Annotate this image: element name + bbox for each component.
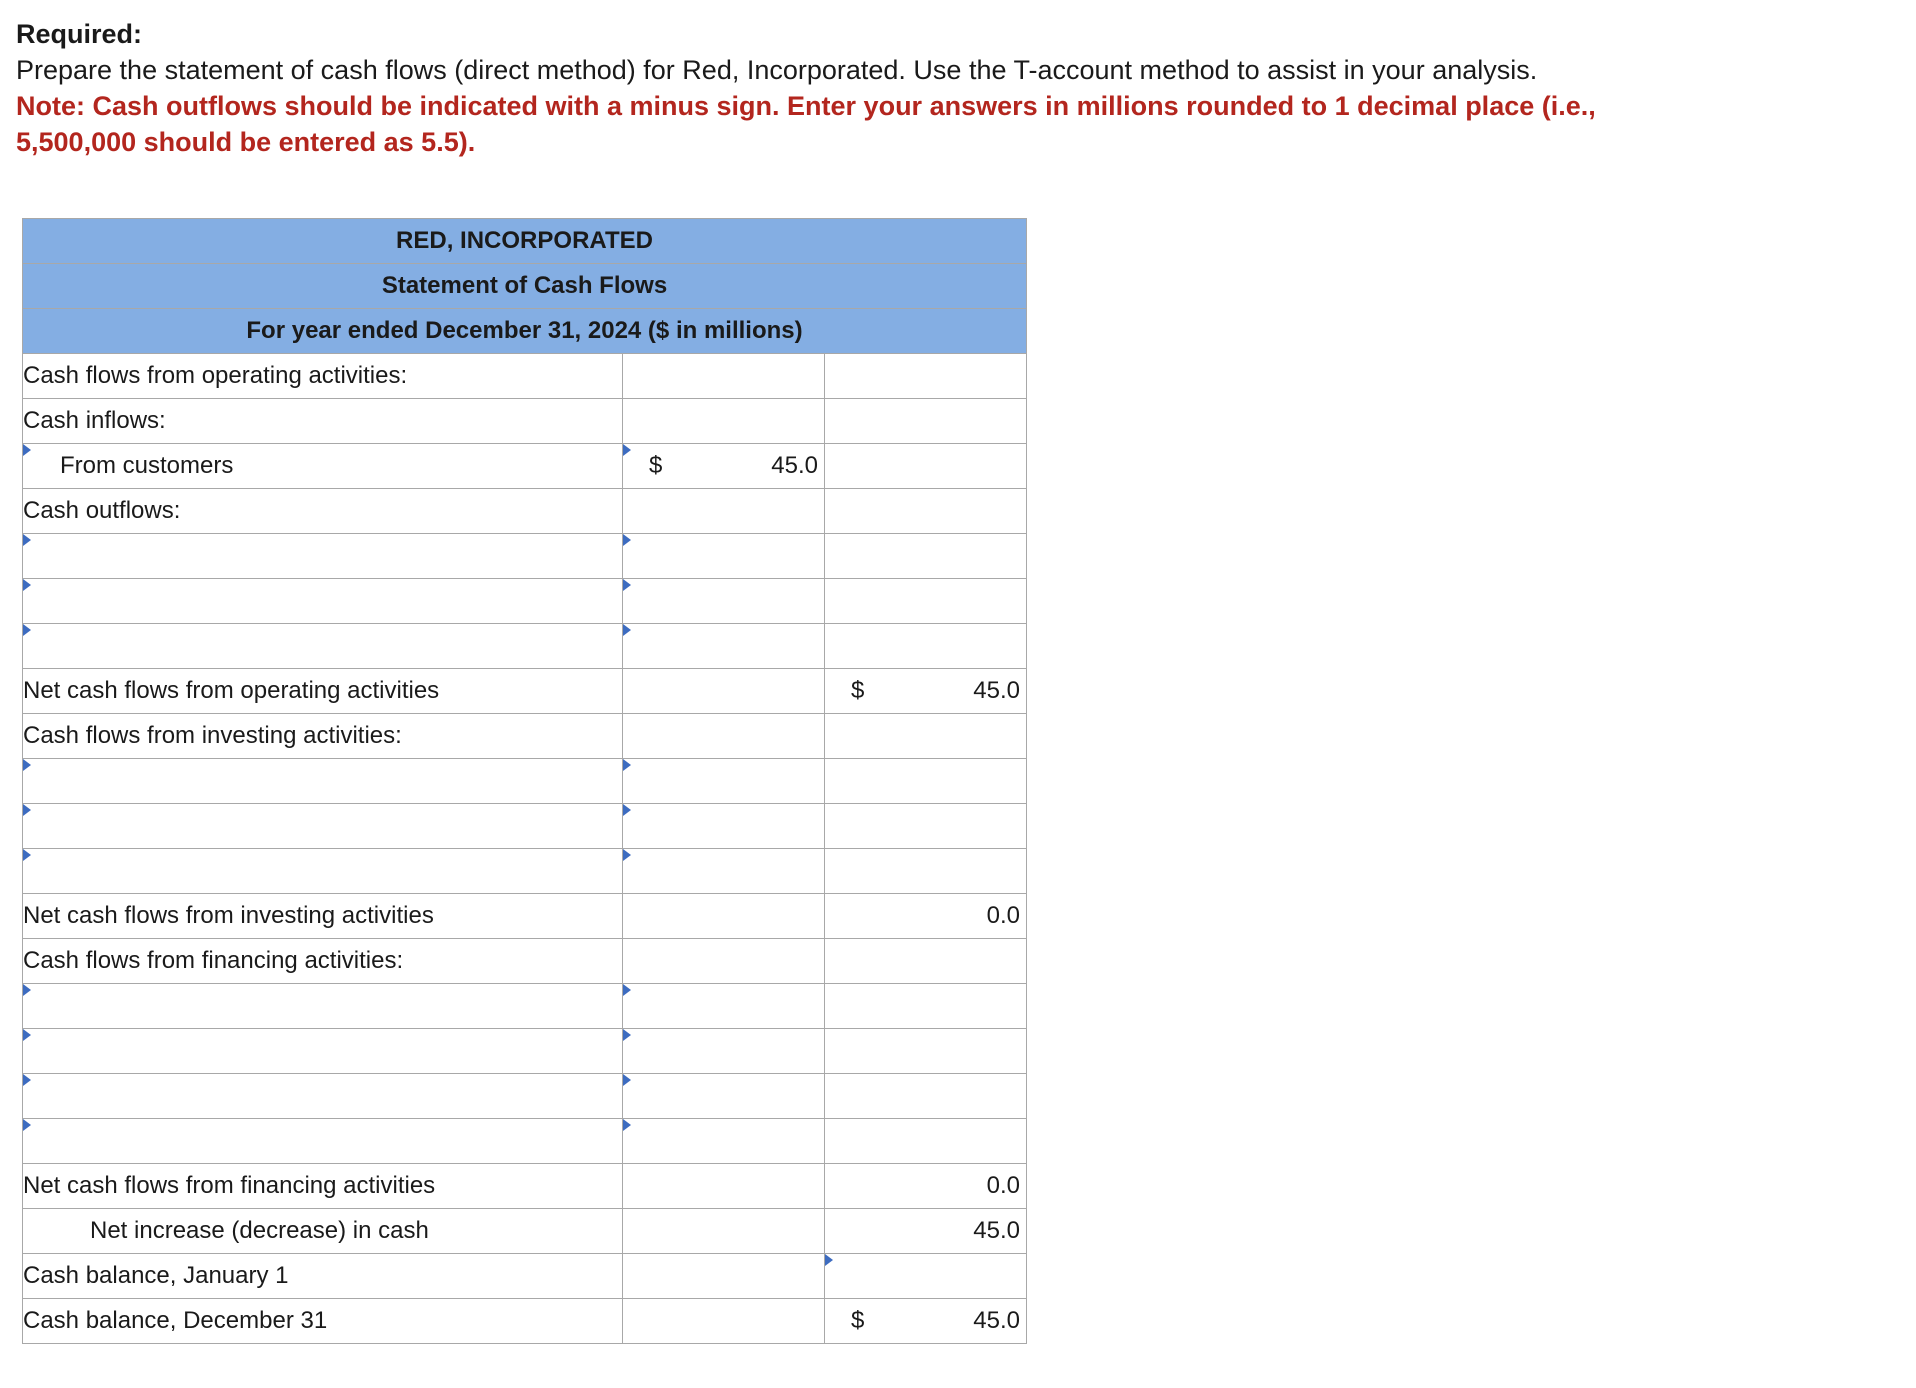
net-increase-total <box>825 1209 1027 1254</box>
currency-symbol: $ <box>851 1307 865 1334</box>
row-investing-input-2 <box>23 804 1027 849</box>
required-heading: Required: <box>16 19 143 49</box>
financing-label-input-4[interactable] <box>23 1119 623 1164</box>
financing-amount-input-4[interactable] <box>623 1119 825 1164</box>
financing-amount-input-1[interactable] <box>623 984 825 1029</box>
financing-amount-input-3[interactable] <box>623 1074 825 1119</box>
cash-jan1-amount-input[interactable] <box>825 1254 1027 1299</box>
net-investing-total <box>825 894 1027 939</box>
financing-label-input-2[interactable] <box>23 1029 623 1074</box>
empty-cell <box>623 1209 825 1254</box>
row-cash-jan1 <box>23 1254 1027 1299</box>
cash-dec31-total <box>825 1299 1027 1344</box>
investing-amount-input-3[interactable] <box>623 849 825 894</box>
row-financing-header <box>23 939 1027 984</box>
cash-dec31-label: Cash balance, December 31 <box>23 1299 623 1344</box>
header-row-period <box>23 309 1027 354</box>
empty-cell <box>623 939 825 984</box>
net-investing-label: Net cash flows from investing activities <box>23 894 623 939</box>
cash-outflows-label: Cash outflows: <box>23 489 623 534</box>
financing-label-input-3[interactable] <box>23 1074 623 1119</box>
empty-cell <box>825 399 1027 444</box>
statement-period: For year ended December 31, 2024 ($ in millions) <box>23 309 1027 354</box>
cash-flow-statement-table <box>22 218 1027 1344</box>
cash-dec31-amount: 45.0 <box>973 1307 1020 1334</box>
net-increase-label: Net increase (decrease) in cash <box>23 1209 623 1254</box>
empty-cell <box>623 669 825 714</box>
investing-amount-input-2[interactable] <box>623 804 825 849</box>
row-outflow-input-2 <box>23 579 1027 624</box>
cash-inflows-label: Cash inflows: <box>23 399 623 444</box>
row-outflow-input-3 <box>23 624 1027 669</box>
row-net-increase <box>23 1209 1027 1254</box>
empty-cell <box>825 759 1027 804</box>
from-customers-amount: 45.0 <box>771 452 818 479</box>
from-customers-amount-input[interactable] <box>623 444 825 489</box>
row-cash-outflows <box>23 489 1027 534</box>
row-cash-inflows <box>23 399 1027 444</box>
net-investing-amount: 0.0 <box>986 902 1020 929</box>
net-operating-amount: 45.0 <box>973 677 1020 704</box>
operating-header-label: Cash flows from operating activities: <box>23 354 623 399</box>
investing-amount-input-1[interactable] <box>623 759 825 804</box>
outflow-label-input-3[interactable] <box>23 624 623 669</box>
empty-cell <box>825 489 1027 534</box>
from-customers-label-input[interactable]: From customers <box>23 444 623 489</box>
net-financing-amount: 0.0 <box>986 1172 1020 1199</box>
empty-cell <box>623 1254 825 1299</box>
empty-cell <box>825 579 1027 624</box>
net-operating-total <box>825 669 1027 714</box>
investing-label-input-1[interactable] <box>23 759 623 804</box>
company-name: RED, INCORPORATED <box>23 219 1027 264</box>
row-financing-input-4 <box>23 1119 1027 1164</box>
financing-label-input-1[interactable] <box>23 984 623 1029</box>
row-net-financing <box>23 1164 1027 1209</box>
row-operating-header <box>23 354 1027 399</box>
investing-header-label: Cash flows from investing activities: <box>23 714 623 759</box>
empty-cell <box>825 804 1027 849</box>
outflow-amount-input-3[interactable] <box>623 624 825 669</box>
net-operating-label: Net cash flows from operating activities <box>23 669 623 714</box>
row-net-investing <box>23 894 1027 939</box>
investing-label-input-3[interactable] <box>23 849 623 894</box>
empty-cell <box>623 894 825 939</box>
row-from-customers <box>23 444 1027 489</box>
empty-cell <box>825 624 1027 669</box>
empty-cell <box>623 354 825 399</box>
required-body: Prepare the statement of cash flows (direct method) for Red, Incorporated. Use the T-account method to assist in your analysis. <box>16 55 1538 85</box>
note-line-2: 5,500,000 should be entered as 5.5). <box>16 127 476 157</box>
empty-cell <box>825 849 1027 894</box>
empty-cell <box>825 1119 1027 1164</box>
financing-header-label: Cash flows from financing activities: <box>23 939 623 984</box>
row-financing-input-2 <box>23 1029 1027 1074</box>
header-row-company <box>23 219 1027 264</box>
statement-title: Statement of Cash Flows <box>23 264 1027 309</box>
currency-symbol: $ <box>649 452 663 479</box>
outflow-label-input-2[interactable] <box>23 579 623 624</box>
outflow-amount-input-1[interactable] <box>623 534 825 579</box>
row-investing-input-1 <box>23 759 1027 804</box>
empty-cell <box>623 489 825 534</box>
empty-cell <box>623 1299 825 1344</box>
row-financing-input-1 <box>23 984 1027 1029</box>
net-increase-amount: 45.0 <box>973 1217 1020 1244</box>
row-financing-input-3 <box>23 1074 1027 1119</box>
currency-symbol: $ <box>851 677 865 704</box>
empty-cell <box>825 1074 1027 1119</box>
row-outflow-input-1 <box>23 534 1027 579</box>
outflow-amount-input-2[interactable] <box>623 579 825 624</box>
empty-cell <box>825 534 1027 579</box>
note-line-1: Note: Cash outflows should be indicated with a minus sign. Enter your answers in millions rounded to 1 decimal place (i.e., <box>16 91 1596 121</box>
empty-cell <box>825 714 1027 759</box>
empty-cell <box>623 1164 825 1209</box>
row-investing-header <box>23 714 1027 759</box>
empty-cell <box>825 984 1027 1029</box>
empty-cell <box>623 714 825 759</box>
investing-label-input-2[interactable] <box>23 804 623 849</box>
financing-amount-input-2[interactable] <box>623 1029 825 1074</box>
outflow-label-input-1[interactable] <box>23 534 623 579</box>
empty-cell <box>825 354 1027 399</box>
instructions <box>16 16 1896 160</box>
empty-cell <box>623 399 825 444</box>
empty-cell <box>825 939 1027 984</box>
header-row-title <box>23 264 1027 309</box>
row-investing-input-3 <box>23 849 1027 894</box>
row-net-operating <box>23 669 1027 714</box>
row-cash-dec31 <box>23 1299 1027 1344</box>
net-financing-total <box>825 1164 1027 1209</box>
empty-cell <box>825 444 1027 489</box>
cash-jan1-label: Cash balance, January 1 <box>23 1254 623 1299</box>
net-financing-label: Net cash flows from financing activities <box>23 1164 623 1209</box>
empty-cell <box>825 1029 1027 1074</box>
